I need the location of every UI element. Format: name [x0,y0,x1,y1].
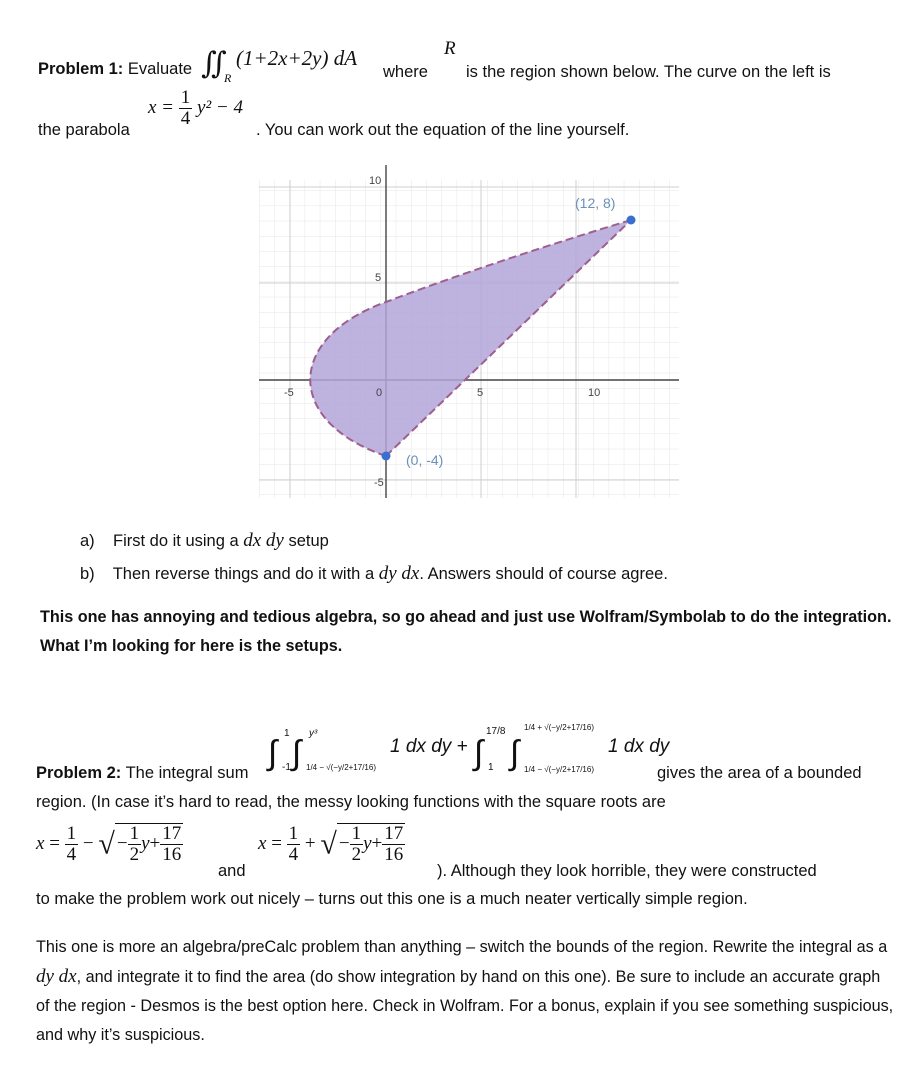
y-tick-label: -5 [374,477,384,489]
inner-lower-bound: 1/4 − √(−y/2+17/16) [306,763,376,772]
function-1: x = $\frac{1}{4}$ − √ − $\frac{1}{2}$ y+ $\frac{17}{16}$ [36,823,182,865]
part-a-text: First do it using a [113,532,239,550]
part-b-text: Then reverse things and do it with a [112,565,375,583]
parabola-rest: y² − 4 [197,96,243,118]
region-symbol: R [444,38,456,59]
integral-subscript: R [224,71,232,85]
problem1-line1 [38,60,192,79]
integral-sum-display [262,712,672,784]
region-graph [255,160,685,500]
integral-sign: ∫ [268,734,278,772]
line-equation-text: . You can work out the equation of the line yourself. [256,121,630,139]
integral-sign: ∫ [510,734,520,772]
after-functions-text: ). Although they look horrible, they were constructed [437,862,817,880]
the-parabola-text: the parabola [38,121,130,139]
y-tick-label: 10 [369,175,382,187]
instructions-after: , and integrate it to find the area (do show integration by hand on this one). Be sure to include an accurate graph of the region - Desmos is the best option here. Check in Wolfram. For a bonus, explain if you see something suspicious, and why it’s suspicious. [36,968,894,1044]
integral2-body: 1 dx dy [608,736,670,757]
parabola-equation [148,88,243,129]
outer-lower-bound: -1 [282,762,291,773]
problem2-intro: The integral sum [125,764,249,782]
x-tick-label: -5 [284,387,294,399]
integral-sign: ∫ [474,734,484,772]
problem1-note: This one has annoying and tedious algebra, so go ahead and just use Wolfram/Symbolab to do the integration. What I’m looking for here is the setups. [40,608,892,655]
where-text: where [383,63,428,81]
part-a-end: setup [288,532,329,550]
problem2-label: Problem 2: [36,764,122,782]
inner2-upper-bound: 1/4 + √(−y/2+17/16) [524,723,594,732]
part-a-label: a) [80,532,95,550]
evaluate-text: Evaluate [127,60,193,78]
point-bottom [382,452,391,461]
problem2-line4: to make the problem work out nicely – turns out this one is a much neater vertically simple region. [36,890,748,908]
point-top [627,216,636,225]
part-a [80,530,329,552]
instructions-before: This one is more an algebra/preCalc problem than anything – switch the bounds of the region. Rewrite the integral as a [36,938,888,956]
and-text: and [218,862,246,880]
function-2: x = $\frac{1}{4}$ + √ − $\frac{1}{2}$ y+ $\frac{17}{16}$ [258,823,404,865]
problem2-instructions [36,933,896,1050]
problem2-line1 [36,764,248,783]
x-tick-label: 0 [376,387,383,399]
inner-upper-bound: y³ [309,728,318,739]
part-a-math: dx dy [243,530,284,551]
point-top-label: (12, 8) [575,195,616,211]
point-bottom-label: (0, -4) [406,452,444,468]
double-integral-symbol: ∬ [201,47,227,80]
integral-sign: ∫ [292,734,302,772]
part-b [80,563,668,585]
outer2-upper-bound: 17/8 [486,726,506,737]
outer2-lower-bound: 1 [488,762,494,773]
region-description: is the region shown below. The curve on the left is [466,63,831,81]
part-b-math: dy dx [378,563,420,584]
y-tick-label: 5 [375,272,382,284]
problem2-line2: region. (In case it’s hard to read, the messy looking functions with the square roots are [36,793,666,811]
integrand: (1+2x+2y) dA [236,46,358,70]
x-tick-label: 10 [588,387,601,399]
outer-upper-bound: 1 [284,728,290,739]
part-b-end: . Answers should of course agree. [419,565,668,583]
problem2-gives: gives the area of a bounded [657,764,862,782]
parabola-fraction [179,88,193,129]
parabola-denominator: 4 [180,107,191,129]
parabola-lhs: x = [148,96,175,118]
inner2-lower-bound: 1/4 − √(−y/2+17/16) [524,765,594,774]
instructions-math: dy dx [36,966,77,987]
problem1-label: Problem 1: [38,60,124,78]
parabola-numerator: 1 [180,87,191,108]
part-b-label: b) [80,565,95,583]
x-tick-label: 5 [477,387,484,399]
integral1-body: 1 dx dy + [390,736,468,757]
